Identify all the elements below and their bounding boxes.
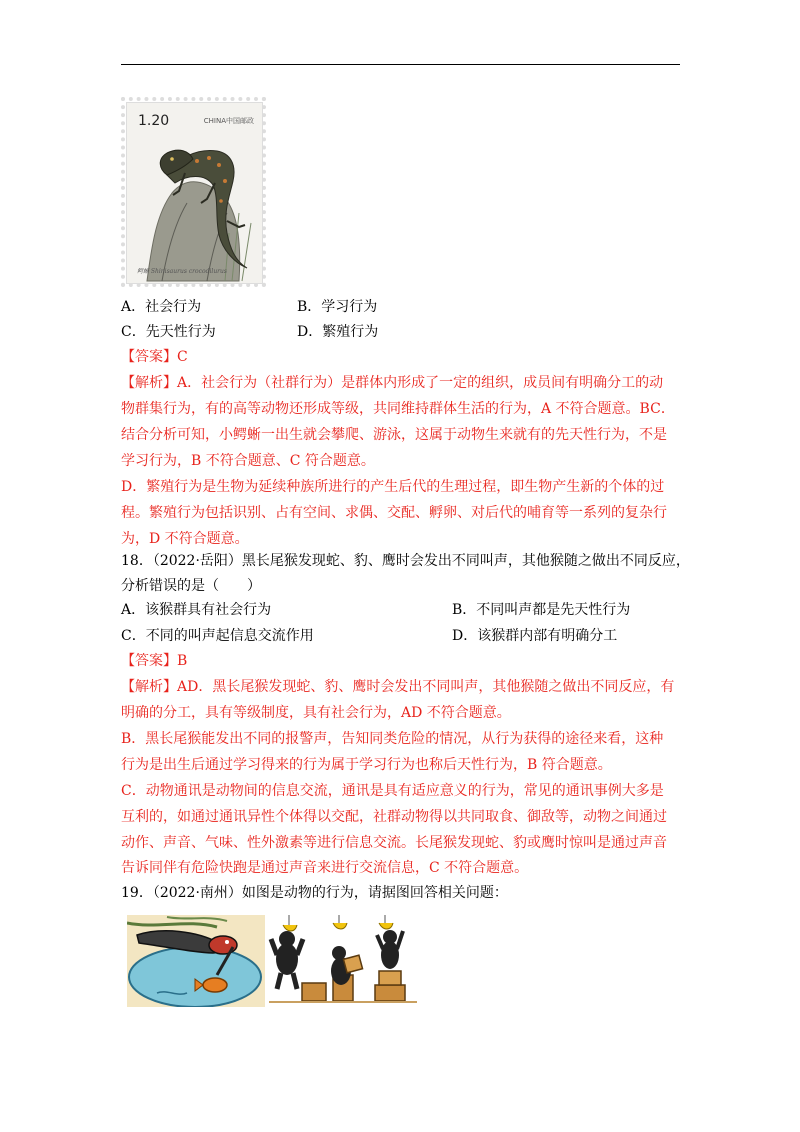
q18-analysis-line: 【解析】AD．黑长尾猴发现蛇、豹、鹰时会发出不同叫声，其他猴随之做出不同反应，有 <box>121 679 675 695</box>
crocodile-lizard-stamp-image <box>121 97 266 287</box>
q17-analysis-line: D．繁殖行为是生物为延续种族所进行的产生后代的生理过程，即生物产生新的个体的过 <box>121 479 665 495</box>
q17-option-b: B．学习行为 <box>297 299 378 315</box>
stamp-face <box>126 102 263 284</box>
bird-and-chimpanzee-icon <box>127 915 417 1007</box>
q18-analysis-line: B．黑长尾猴能发出不同的报警声，告知同类危险的情况，从行为获得的途径来看，这种 <box>121 731 664 747</box>
q17-answer: 【答案】C <box>121 349 188 365</box>
stamp-country-label: CHINA中国邮政 <box>203 117 254 125</box>
q17-option-c: C．先天性行为 <box>121 324 216 340</box>
q17-analysis-line: 程。繁殖行为包括识别、占有空间、求偶、交配、孵卵、对后代的哺育等一系列的复杂行 <box>121 505 667 521</box>
q18-option-d: D．该猴群内部有明确分工 <box>452 628 618 644</box>
q17-option-d: D．繁殖行为 <box>297 324 379 340</box>
q18-option-a: A．该猴群具有社会行为 <box>121 602 272 618</box>
q18-analysis-line: 明确的分工，具有等级制度，具有社会行为，AD 不符合题意。 <box>121 705 511 721</box>
stamp-price: 1.20 <box>138 113 170 129</box>
q18-answer: 【答案】B <box>121 653 188 669</box>
q17-analysis-line: 物群集行为，有的高等动物还形成等级，共同维持群体生活的行为，A 不符合题意。BC． <box>121 401 675 417</box>
q18-stem-line: 18．（2022·岳阳）黑长尾猴发现蛇、豹、鹰时会发出不同叫声，其他猴随之做出不同反应， <box>121 553 690 569</box>
header-rule <box>121 64 680 65</box>
q18-option-b: B．不同叫声都是先天性行为 <box>452 602 631 618</box>
q17-analysis-line: 学习行为，B 不符合题意、C 符合题意。 <box>121 453 375 469</box>
q18-analysis-line: C．动物通讯是动物间的信息交流，通讯是具有适应意义的行为，常见的通讯事例大多是 <box>121 783 664 799</box>
q18-stem-line: 分析错误的是（ ） <box>121 578 261 594</box>
q18-analysis-line: 行为是出生后通过学习得来的行为属于学习行为也称后天性行为，B 符合题意。 <box>121 757 612 773</box>
animal-behavior-illustration <box>127 915 417 1007</box>
q18-analysis-line: 告诉同伴有危险快跑是通过声音来进行交流信息，C 不符合题意。 <box>121 860 529 876</box>
q18-analysis-line: 动作、声音、气味、性外激素等进行信息交流。长尾猴发现蛇、豹或鹰时惊叫是通过声音 <box>121 835 667 851</box>
q18-option-c: C．不同的叫声起信息交流作用 <box>121 628 314 644</box>
lizard-on-branch-icon <box>127 103 262 283</box>
stamp-caption: 鳄蜥 Shinisaurus crocodilurus <box>137 268 227 275</box>
q17-analysis-line: 【解析】A．社会行为（社群行为）是群体内形成了一定的组织，成员间有明确分工的动 <box>121 375 664 391</box>
q17-analysis-line: 为，D 不符合题意。 <box>121 531 249 547</box>
q19-stem: 19．（2022·南州）如图是动物的行为，请据图回答相关问题： <box>121 885 508 901</box>
q18-analysis-line: 互利的，如通过通讯异性个体得以交配，社群动物得以共同取食、御敌等，动物之间通过 <box>121 809 667 825</box>
q17-option-a: A．社会行为 <box>121 299 202 315</box>
q17-analysis-line: 结合分析可知，小鳄蜥一出生就会攀爬、游泳，这属于动物生来就有的先天性行为，不是 <box>121 427 667 443</box>
